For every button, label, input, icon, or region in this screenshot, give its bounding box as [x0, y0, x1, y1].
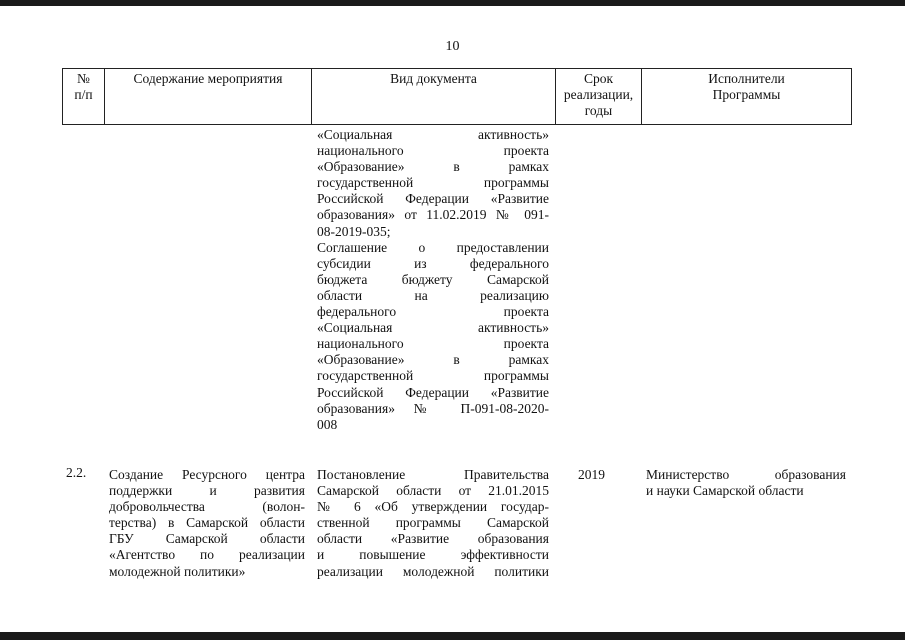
row-term: 2019 — [578, 467, 605, 482]
table-border — [851, 68, 852, 124]
scan-top-border — [0, 0, 905, 6]
scan-bottom-border — [0, 632, 905, 640]
page-number: 10 — [445, 39, 460, 54]
header-term: Срок реализации, годы — [563, 71, 634, 118]
row-content-text: Создание Ресурсного центра поддержки и развития добровольчества (волон- терства) в Самарской области ГБУ Самарской области «Агентство по реализации молодежной политики» — [109, 467, 305, 579]
table-header-bottom-border — [62, 124, 852, 125]
row-document-text: Постановление Правительства Самарской области от 21.01.2015 № 6 «Об утверждении государ- ственной программы Самарской области «Развитие образования и повышение эффективности реализации молодежной политики — [317, 467, 549, 579]
row-executor-text: Министерство образования и науки Самарской области — [646, 467, 846, 499]
continuation-document-text: «Социальная активность» национального проекта «Образование» в рамках государственной программы Российской Федерации «Развитие образования» от 11.02.2019 № 091- 08-2019-035; Соглашение о предоставлении субсидии из федерального бюджета бюджету Самарской области на реализацию федерального проекта «Социальная активность» национального проекта «Образование» в рамках государственной программы Российской Федерации «Развитие образования» № П-091-08-2020- 008 — [317, 127, 549, 432]
header-number: № п/п — [74, 71, 93, 102]
table-top-border — [62, 68, 852, 69]
header-content: Содержание мероприятия — [133, 71, 283, 86]
row-number: 2.2. — [66, 465, 87, 480]
header-document-type: Вид документа — [390, 71, 477, 86]
header-executors: Исполнители Программы — [708, 71, 785, 102]
